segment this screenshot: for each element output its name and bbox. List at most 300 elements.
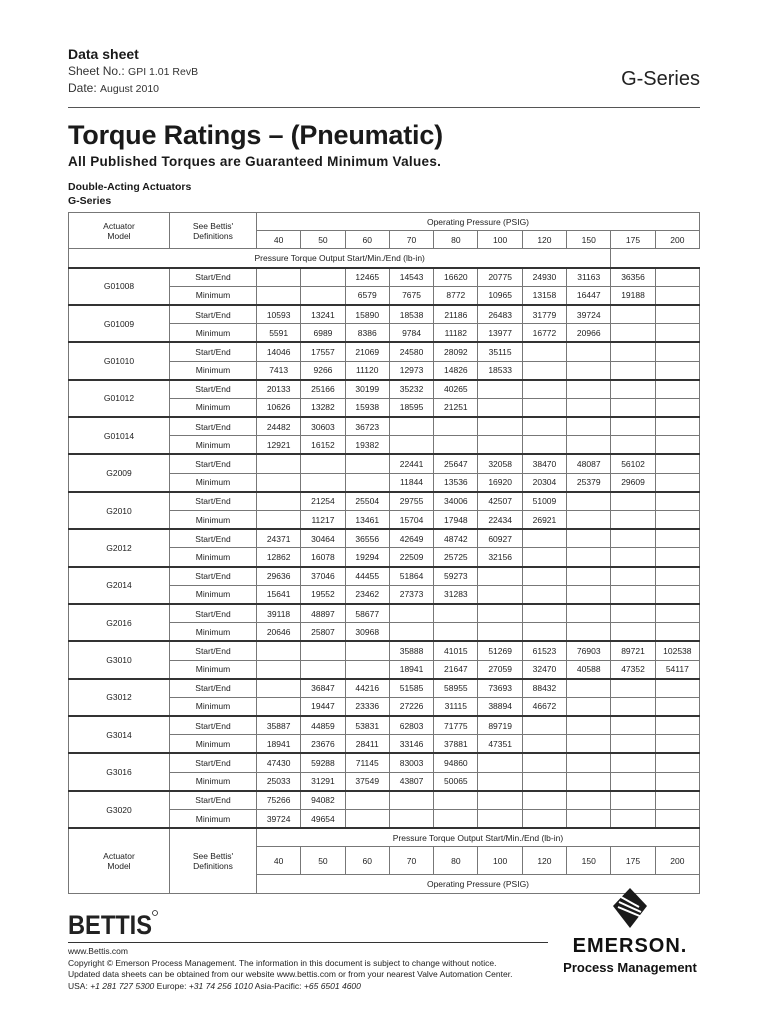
torque-value: 21254: [301, 492, 345, 511]
torque-value: 31283: [434, 585, 478, 604]
torque-value: [522, 380, 566, 399]
torque-value: [611, 791, 655, 810]
section-heading-line2: G-Series: [68, 195, 112, 207]
torque-value: [655, 361, 699, 380]
actuator-model: G2009: [69, 454, 170, 491]
emerson-tagline: Process Management: [563, 960, 697, 975]
emerson-wordmark: EMERSON.: [572, 935, 688, 957]
torque-value: 71145: [345, 753, 389, 772]
actuator-model: G2012: [69, 529, 170, 566]
torque-value: [257, 454, 301, 473]
pressure-value: 70: [389, 231, 433, 249]
torque-value: [345, 641, 389, 660]
torque-value: 18941: [257, 735, 301, 754]
torque-value: [567, 772, 611, 791]
definitions-column-header-line: Definitions: [193, 860, 233, 871]
torque-value: 12973: [389, 361, 433, 380]
section-heading: [68, 180, 191, 208]
row-type: Minimum: [170, 511, 257, 530]
torque-value: [611, 716, 655, 735]
torque-value: [655, 791, 699, 810]
torque-value: 10626: [257, 398, 301, 417]
sheet-number-label: Sheet No.:: [68, 64, 125, 78]
torque-value: [345, 660, 389, 679]
torque-value: [522, 417, 566, 436]
definitions-column-header-line: See Bettis': [192, 850, 234, 861]
torque-value: [257, 286, 301, 305]
row-type: Start/End: [170, 641, 257, 660]
torque-value: 36356: [611, 268, 655, 287]
torque-value: [434, 436, 478, 455]
sheet-number: [68, 63, 198, 80]
pressure-header: Operating Pressure (PSIG): [257, 875, 700, 893]
torque-value: 102538: [655, 641, 699, 660]
table-row: [69, 791, 700, 810]
torque-value: 24930: [522, 268, 566, 287]
torque-value: [478, 398, 522, 417]
torque-value: [345, 473, 389, 492]
torque-value: 22441: [389, 454, 433, 473]
torque-value: [567, 604, 611, 623]
torque-value: [655, 529, 699, 548]
torque-value: 21186: [434, 305, 478, 324]
torque-value: [567, 810, 611, 829]
torque-value: [522, 548, 566, 567]
row-type: Start/End: [170, 417, 257, 436]
usa-label: USA:: [68, 980, 88, 991]
torque-value: 24371: [257, 529, 301, 548]
torque-value: [655, 567, 699, 586]
torque-value: [611, 436, 655, 455]
pressure-value: 100: [478, 231, 522, 249]
torque-value: [611, 623, 655, 642]
torque-value: 38470: [522, 454, 566, 473]
torque-value: 29609: [611, 473, 655, 492]
torque-value: [434, 791, 478, 810]
torque-value: [611, 753, 655, 772]
table-row: [69, 753, 700, 772]
torque-value: 62803: [389, 716, 433, 735]
table-row: [69, 492, 700, 511]
torque-value: [611, 492, 655, 511]
torque-value: 28092: [434, 342, 478, 361]
torque-value: 18941: [389, 660, 433, 679]
torque-value: [301, 454, 345, 473]
torque-value: 13282: [301, 398, 345, 417]
torque-value: [655, 492, 699, 511]
pressure-value: 60: [345, 231, 389, 249]
torque-value: [257, 492, 301, 511]
torque-value: [567, 585, 611, 604]
footer-divider: [68, 942, 548, 943]
torque-value: 76903: [567, 641, 611, 660]
torque-value: [389, 417, 433, 436]
torque-value: [611, 511, 655, 530]
model-column-header: [69, 828, 170, 893]
torque-value: 9784: [389, 324, 433, 343]
torque-value: 48897: [301, 604, 345, 623]
torque-value: [522, 623, 566, 642]
torque-value: [655, 623, 699, 642]
torque-value: [655, 548, 699, 567]
torque-value: 56102: [611, 454, 655, 473]
torque-value: 46672: [522, 697, 566, 716]
footer-copyright: Copyright © Emerson Process Management. The information in this document is subject to change without notice.: [68, 957, 497, 968]
asia-phone: +65 6501 4600: [303, 980, 361, 991]
torque-value: [522, 585, 566, 604]
torque-value: [345, 791, 389, 810]
definitions-column-header: [170, 213, 257, 249]
torque-value: 39118: [257, 604, 301, 623]
pressure-value: 80: [434, 231, 478, 249]
torque-value: 15641: [257, 585, 301, 604]
torque-value: 21251: [434, 398, 478, 417]
actuator-model: G2010: [69, 492, 170, 529]
torque-value: [522, 716, 566, 735]
footer-text: [68, 946, 568, 992]
torque-value: [522, 436, 566, 455]
torque-value: 73693: [478, 679, 522, 698]
torque-value: [655, 810, 699, 829]
torque-value: [655, 697, 699, 716]
torque-value: [389, 436, 433, 455]
torque-value: 59288: [301, 753, 345, 772]
torque-value: 19552: [301, 585, 345, 604]
torque-value: [478, 604, 522, 623]
torque-value: [567, 511, 611, 530]
torque-value: [655, 679, 699, 698]
torque-value: [611, 772, 655, 791]
torque-value: 13536: [434, 473, 478, 492]
torque-value: 27373: [389, 585, 433, 604]
torque-value: [611, 398, 655, 417]
torque-value: 47351: [478, 735, 522, 754]
torque-value: 89719: [478, 716, 522, 735]
europe-phone: +31 74 256 1010: [188, 980, 253, 991]
torque-value: 20966: [567, 324, 611, 343]
torque-table: [68, 212, 700, 894]
pressure-value: 50: [301, 231, 345, 249]
row-type: Minimum: [170, 286, 257, 305]
torque-value: 11120: [345, 361, 389, 380]
torque-value: [611, 342, 655, 361]
europe-label: Europe:: [156, 980, 187, 991]
torque-value: [478, 417, 522, 436]
torque-value: [522, 529, 566, 548]
torque-value: 16920: [478, 473, 522, 492]
torque-value: 26483: [478, 305, 522, 324]
torque-value: [522, 810, 566, 829]
torque-value: 25807: [301, 623, 345, 642]
torque-value: 35115: [478, 342, 522, 361]
torque-value: 14046: [257, 342, 301, 361]
actuator-model: G3014: [69, 716, 170, 753]
torque-value: [567, 753, 611, 772]
torque-value: 15704: [389, 511, 433, 530]
torque-value: [257, 697, 301, 716]
table-row: [69, 529, 700, 548]
torque-value: 23336: [345, 697, 389, 716]
sheet-number-value: GPI 1.01 RevB: [128, 66, 199, 78]
torque-value: [478, 380, 522, 399]
torque-value: [567, 529, 611, 548]
torque-value: 39724: [257, 810, 301, 829]
torque-value: [478, 753, 522, 772]
torque-value: 36847: [301, 679, 345, 698]
actuator-model: G01010: [69, 342, 170, 379]
torque-value: 19447: [301, 697, 345, 716]
torque-value: 8386: [345, 324, 389, 343]
pressure-value: 150: [567, 847, 611, 875]
actuator-model: G3016: [69, 753, 170, 790]
torque-value: 29636: [257, 567, 301, 586]
definitions-column-header-line: See Bettis': [192, 220, 234, 231]
emerson-logo: [560, 888, 700, 975]
torque-value: 37549: [345, 772, 389, 791]
torque-value: 25725: [434, 548, 478, 567]
torque-value: 39724: [567, 305, 611, 324]
emerson-emblem-icon: [613, 888, 647, 928]
torque-value: [655, 735, 699, 754]
torque-value: [478, 810, 522, 829]
torque-value: 27226: [389, 697, 433, 716]
table-row: [69, 679, 700, 698]
torque-value: 18538: [389, 305, 433, 324]
torque-value: [345, 810, 389, 829]
row-type: Start/End: [170, 454, 257, 473]
actuator-model: G3020: [69, 791, 170, 828]
torque-value: 58955: [434, 679, 478, 698]
actuator-model: G01008: [69, 268, 170, 305]
torque-value: 43807: [389, 772, 433, 791]
torque-value: [257, 641, 301, 660]
torque-value: 29755: [389, 492, 433, 511]
torque-value: 27059: [478, 660, 522, 679]
torque-value: 35887: [257, 716, 301, 735]
torque-value: 10965: [478, 286, 522, 305]
torque-value: [655, 585, 699, 604]
torque-value: 44216: [345, 679, 389, 698]
torque-value: [655, 436, 699, 455]
row-type: Minimum: [170, 398, 257, 417]
torque-value: 59273: [434, 567, 478, 586]
torque-value: [655, 305, 699, 324]
torque-value: [301, 286, 345, 305]
torque-value: [611, 361, 655, 380]
bettis-logo-text: BETTIS: [68, 910, 152, 940]
table-row: [69, 604, 700, 623]
torque-value: [611, 529, 655, 548]
torque-value: 61523: [522, 641, 566, 660]
torque-value: 71775: [434, 716, 478, 735]
torque-value: [611, 735, 655, 754]
torque-value: [301, 473, 345, 492]
torque-value: 41015: [434, 641, 478, 660]
pressure-value: 100: [478, 847, 522, 875]
torque-value: 13241: [301, 305, 345, 324]
torque-value: [567, 697, 611, 716]
model-column-header-line: Model: [107, 860, 131, 871]
torque-value: 11182: [434, 324, 478, 343]
torque-value: [567, 398, 611, 417]
torque-value: [434, 604, 478, 623]
torque-value: 49654: [301, 810, 345, 829]
torque-value: 48087: [567, 454, 611, 473]
row-type: Minimum: [170, 436, 257, 455]
torque-value: [655, 454, 699, 473]
torque-value: [567, 361, 611, 380]
torque-value: [257, 679, 301, 698]
torque-value: 25379: [567, 473, 611, 492]
torque-value: [522, 342, 566, 361]
torque-value: 35232: [389, 380, 433, 399]
pressure-value: 40: [257, 231, 301, 249]
bettis-logo-mark: [68, 908, 158, 942]
series-name: G-Series: [621, 68, 700, 90]
torque-value: [478, 772, 522, 791]
torque-value: [611, 417, 655, 436]
usa-phone: +1 281 727 5300: [90, 980, 155, 991]
pressure-header: Operating Pressure (PSIG): [257, 213, 700, 231]
torque-value: 15890: [345, 305, 389, 324]
torque-value: [611, 305, 655, 324]
row-type: Start/End: [170, 342, 257, 361]
table-row: [69, 380, 700, 399]
actuator-model: G3010: [69, 641, 170, 678]
torque-value: 75266: [257, 791, 301, 810]
row-type: Start/End: [170, 529, 257, 548]
torque-value: [522, 398, 566, 417]
torque-value: 14826: [434, 361, 478, 380]
torque-value: [257, 511, 301, 530]
torque-value: [478, 567, 522, 586]
torque-value: 94082: [301, 791, 345, 810]
torque-value: [478, 791, 522, 810]
torque-value: [611, 380, 655, 399]
torque-value: 60927: [478, 529, 522, 548]
row-type: Minimum: [170, 473, 257, 492]
torque-value: 35888: [389, 641, 433, 660]
row-type: Start/End: [170, 305, 257, 324]
torque-value: 16620: [434, 268, 478, 287]
torque-value: 12862: [257, 548, 301, 567]
header-divider: [68, 107, 700, 108]
pressure-value: 150: [567, 231, 611, 249]
torque-value: 11844: [389, 473, 433, 492]
row-type: Start/End: [170, 604, 257, 623]
torque-value: 51864: [389, 567, 433, 586]
torque-value: [522, 772, 566, 791]
torque-value: 40588: [567, 660, 611, 679]
torque-value: [389, 604, 433, 623]
torque-value: 16772: [522, 324, 566, 343]
torque-value: 25504: [345, 492, 389, 511]
torque-value: [611, 810, 655, 829]
row-type: Start/End: [170, 380, 257, 399]
sheet-date-label: Date:: [68, 81, 97, 95]
row-type: Start/End: [170, 268, 257, 287]
pressure-value: 200: [655, 847, 699, 875]
row-type: Minimum: [170, 697, 257, 716]
torque-value: 13977: [478, 324, 522, 343]
torque-value: 31163: [567, 268, 611, 287]
torque-value: 53831: [345, 716, 389, 735]
model-column-header-line: Model: [107, 230, 131, 241]
model-column-header-line: Actuator: [103, 220, 135, 231]
torque-value: 20304: [522, 473, 566, 492]
torque-value: 94860: [434, 753, 478, 772]
torque-value: [567, 735, 611, 754]
torque-value: 50065: [434, 772, 478, 791]
torque-value: 28411: [345, 735, 389, 754]
doc-type: Data sheet: [68, 46, 139, 62]
model-column-header: [69, 213, 170, 249]
torque-value: 58677: [345, 604, 389, 623]
torque-value: [257, 473, 301, 492]
torque-value: 12921: [257, 436, 301, 455]
torque-value: 44859: [301, 716, 345, 735]
row-type: Minimum: [170, 548, 257, 567]
torque-value: 32058: [478, 454, 522, 473]
torque-value: 30199: [345, 380, 389, 399]
output-header: Pressure Torque Output Start/Min./End (lb-in): [69, 249, 611, 268]
torque-value: 22434: [478, 511, 522, 530]
torque-value: [567, 716, 611, 735]
torque-value: 47430: [257, 753, 301, 772]
torque-value: 88432: [522, 679, 566, 698]
row-type: Minimum: [170, 810, 257, 829]
torque-value: 25166: [301, 380, 345, 399]
torque-value: 23676: [301, 735, 345, 754]
pressure-value: 70: [389, 847, 433, 875]
torque-value: [655, 473, 699, 492]
torque-value: 24580: [389, 342, 433, 361]
page-title: Torque Ratings – (Pneumatic): [68, 120, 443, 150]
actuator-model: G2016: [69, 604, 170, 641]
torque-value: [611, 697, 655, 716]
torque-value: [567, 623, 611, 642]
row-type: Minimum: [170, 324, 257, 343]
actuator-model: G01012: [69, 380, 170, 417]
torque-value: [655, 417, 699, 436]
row-type: Minimum: [170, 623, 257, 642]
row-type: Start/End: [170, 679, 257, 698]
table-row: [69, 454, 700, 473]
footer-website: www.Bettis.com: [68, 946, 128, 956]
torque-value: 15938: [345, 398, 389, 417]
torque-value: 32470: [522, 660, 566, 679]
row-type: Minimum: [170, 772, 257, 791]
torque-value: [257, 268, 301, 287]
table-row: [69, 417, 700, 436]
torque-value: [301, 268, 345, 287]
row-type: Minimum: [170, 735, 257, 754]
torque-value: 18595: [389, 398, 433, 417]
torque-value: 30464: [301, 529, 345, 548]
torque-value: [611, 567, 655, 586]
torque-value: 23462: [345, 585, 389, 604]
torque-value: 16152: [301, 436, 345, 455]
actuator-model: G2014: [69, 567, 170, 604]
torque-value: [611, 604, 655, 623]
torque-value: 89721: [611, 641, 655, 660]
torque-value: [434, 417, 478, 436]
pressure-value: 50: [301, 847, 345, 875]
torque-table-container: [68, 212, 700, 894]
torque-value: 14543: [389, 268, 433, 287]
table-row: [69, 567, 700, 586]
row-type: Start/End: [170, 567, 257, 586]
